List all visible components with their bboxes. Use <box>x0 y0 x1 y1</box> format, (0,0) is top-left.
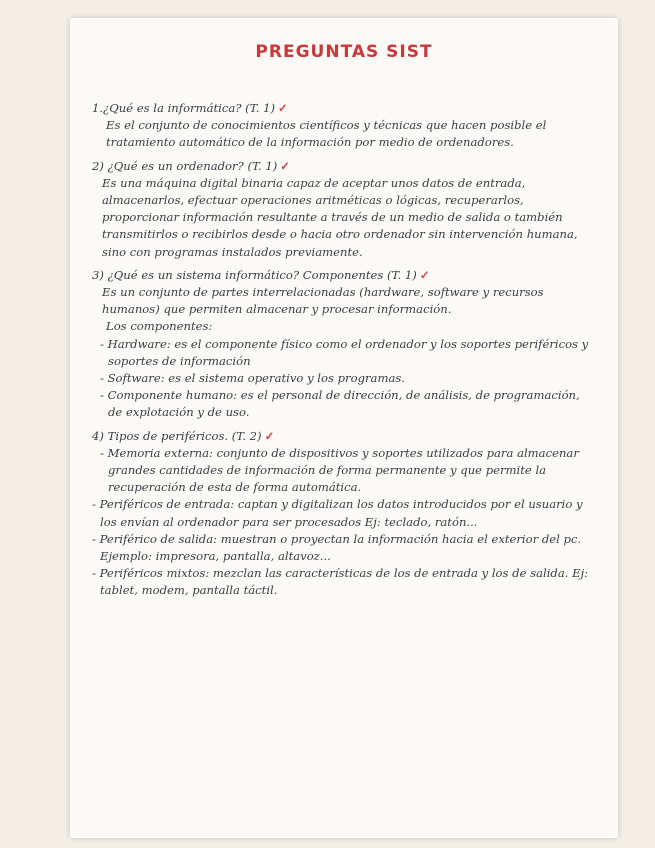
list-item: - Periférico de salida: muestran o proyectan la información hacia el exterior del pc. Ejemplo: impresora, pantalla, altavoz... <box>92 531 582 564</box>
answer-text: Es una máquina digital binaria capaz de aceptar unos datos de entrada, almacenarlos, efectuar operaciones aritméticas o lógicas, recuperarlos, proporcionar información resultante a través de un medio de salida o también transmitirlos o recibirlos desde o hacia otro ordenador sin intervención humana, sino con programas instalados previamente. <box>102 175 578 259</box>
list-item: - Hardware: es el componente físico como el ordenador y los soportes periféricos y soportes de información <box>100 336 589 368</box>
check-mark-icon: ✓ <box>419 267 430 282</box>
question-1 <box>92 100 597 152</box>
list-item: - Componente humano: es el personal de dirección, de análisis, de programación, de explotación y de uso. <box>100 388 580 420</box>
check-mark-icon: ✓ <box>278 101 288 115</box>
check-mark-icon: ✓ <box>264 428 275 443</box>
question-heading: 1.¿Qué es la informática? (T. 1) <box>92 101 275 115</box>
question-heading: 2) ¿Qué es un ordenador? (T. 1) <box>92 158 278 173</box>
notes-content <box>92 98 597 606</box>
question-3 <box>92 267 597 422</box>
list-item: - Periféricos mixtos: mezclan las características de los de entrada y los de salida. Ej: tablet, modem, pantalla táctil. <box>92 566 589 598</box>
question-2 <box>92 158 597 261</box>
list-item: - Periféricos de entrada: captan y digitalizan los datos introducidos por el usuario y los envían al ordenador para ser procesados Ej: teclado, ratón... <box>92 497 583 529</box>
answer-text: Es un conjunto de partes interrelacionadas (hardware, software y recursos humanos) que permiten almacenar y procesar información. <box>102 285 544 317</box>
components-subheading: Los componentes: <box>106 319 213 334</box>
list-item: - Software: es el sistema operativo y los programas. <box>100 371 405 386</box>
notebook-page <box>70 18 618 838</box>
check-mark-icon: ✓ <box>280 158 291 173</box>
list-item: - Memoria externa: conjunto de dispositivos y soportes utilizados para almacenar grandes cantidades de información de forma permanente y que permite la recuperación de esta de forma automática. <box>100 445 579 495</box>
question-heading: 3) ¿Qué es un sistema informático? Componentes (T. 1) <box>92 267 417 282</box>
answer-text: Es el conjunto de conocimientos científicos y técnicas que hacen posible el tratamiento automático de la información por medio de ordenadores. <box>106 118 547 150</box>
page-title: PREGUNTAS SIST <box>255 42 433 62</box>
question-heading: 4) Tipos de periféricos. (T. 2) <box>92 428 262 443</box>
question-4 <box>92 428 597 600</box>
